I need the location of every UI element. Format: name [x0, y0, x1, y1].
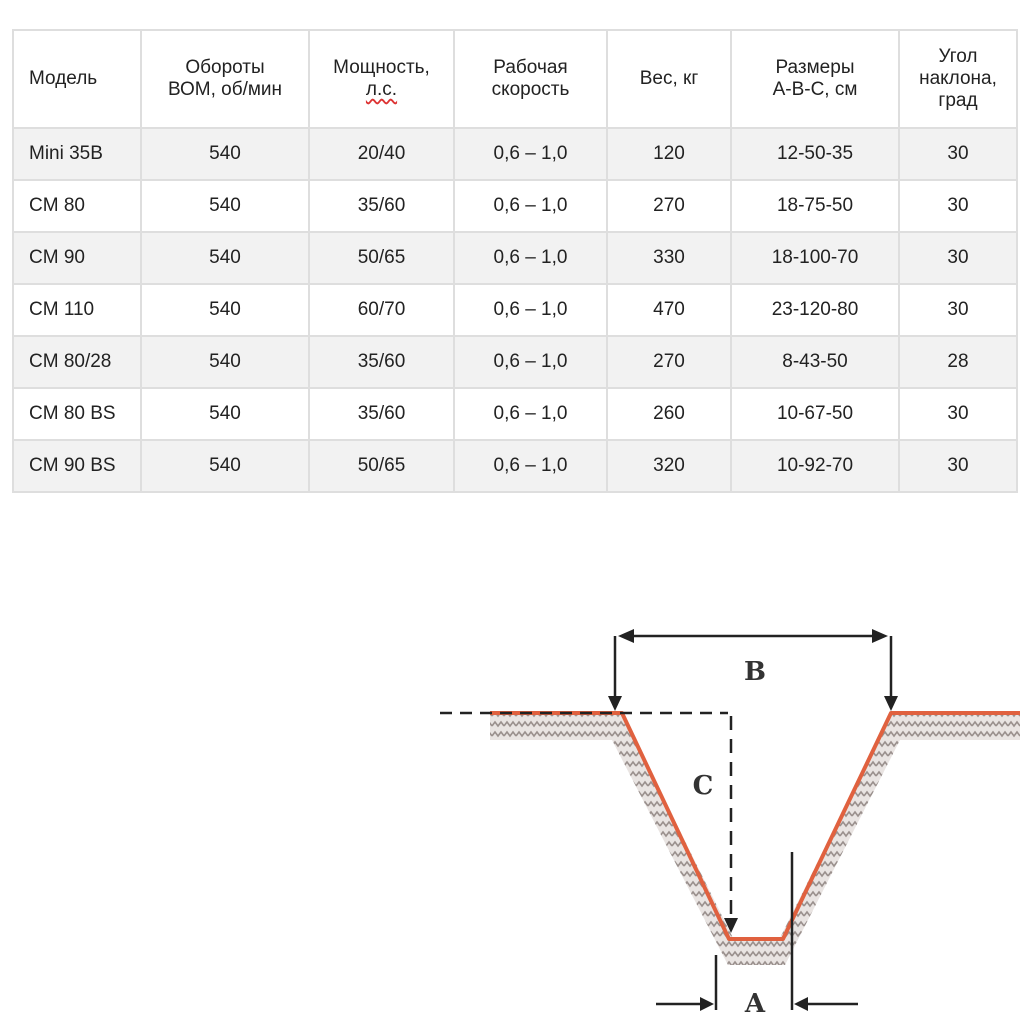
cell-speed: 0,6 – 1,0	[454, 336, 607, 388]
cell-speed: 0,6 – 1,0	[454, 128, 607, 180]
cell-power: 35/60	[309, 388, 454, 440]
cell-size: 10-67-50	[731, 388, 899, 440]
header-size: Размеры A-B-C, см	[731, 30, 899, 128]
cell-power: 35/60	[309, 336, 454, 388]
cell-model: CM 90	[13, 232, 141, 284]
cell-pto: 540	[141, 388, 309, 440]
label-b: B	[744, 657, 766, 687]
cell-model: CM 80/28	[13, 336, 141, 388]
cell-size: 8-43-50	[731, 336, 899, 388]
cell-power: 50/65	[309, 232, 454, 284]
cell-speed: 0,6 – 1,0	[454, 440, 607, 492]
cell-speed: 0,6 – 1,0	[454, 180, 607, 232]
cell-pto: 540	[141, 440, 309, 492]
cell-size: 12-50-35	[731, 128, 899, 180]
header-weight: Вес, кг	[607, 30, 731, 128]
cell-size: 18-100-70	[731, 232, 899, 284]
cell-weight: 260	[607, 388, 731, 440]
cell-pto: 540	[141, 180, 309, 232]
cell-pto: 540	[141, 336, 309, 388]
cell-power: 35/60	[309, 180, 454, 232]
cell-pto: 540	[141, 284, 309, 336]
trench-edge-line	[490, 713, 1020, 939]
cell-pto: 540	[141, 128, 309, 180]
cell-angle: 30	[899, 128, 1017, 180]
header-pto: Обороты ВОМ, об/мин	[141, 30, 309, 128]
soil-layer	[490, 714, 1020, 965]
cell-model: CM 80	[13, 180, 141, 232]
cell-weight: 330	[607, 232, 731, 284]
cell-weight: 320	[607, 440, 731, 492]
cell-angle: 30	[899, 284, 1017, 336]
label-c: C	[692, 771, 714, 801]
cell-weight: 470	[607, 284, 731, 336]
cell-model: Mini 35B	[13, 128, 141, 180]
cell-angle: 30	[899, 180, 1017, 232]
header-power: Мощность, л.с.	[309, 30, 454, 128]
header-model: Модель	[13, 30, 141, 128]
cell-power: 60/70	[309, 284, 454, 336]
cell-speed: 0,6 – 1,0	[454, 388, 607, 440]
cell-angle: 28	[899, 336, 1017, 388]
label-a: A	[744, 989, 766, 1019]
cell-power: 50/65	[309, 440, 454, 492]
cell-angle: 30	[899, 440, 1017, 492]
cell-weight: 270	[607, 180, 731, 232]
header-speed: Рабочая скорость	[454, 30, 607, 128]
cell-angle: 30	[899, 232, 1017, 284]
cell-size: 23-120-80	[731, 284, 899, 336]
cell-size: 10-92-70	[731, 440, 899, 492]
cell-model: CM 110	[13, 284, 141, 336]
cell-size: 18-75-50	[731, 180, 899, 232]
cell-pto: 540	[141, 232, 309, 284]
cell-power: 20/40	[309, 128, 454, 180]
cell-speed: 0,6 – 1,0	[454, 232, 607, 284]
cell-model: CM 90 BS	[13, 440, 141, 492]
cell-model: CM 80 BS	[13, 388, 141, 440]
cell-angle: 30	[899, 388, 1017, 440]
cell-weight: 270	[607, 336, 731, 388]
header-angle: Угол наклона, град	[899, 30, 1017, 128]
cell-weight: 120	[607, 128, 731, 180]
cell-speed: 0,6 – 1,0	[454, 284, 607, 336]
